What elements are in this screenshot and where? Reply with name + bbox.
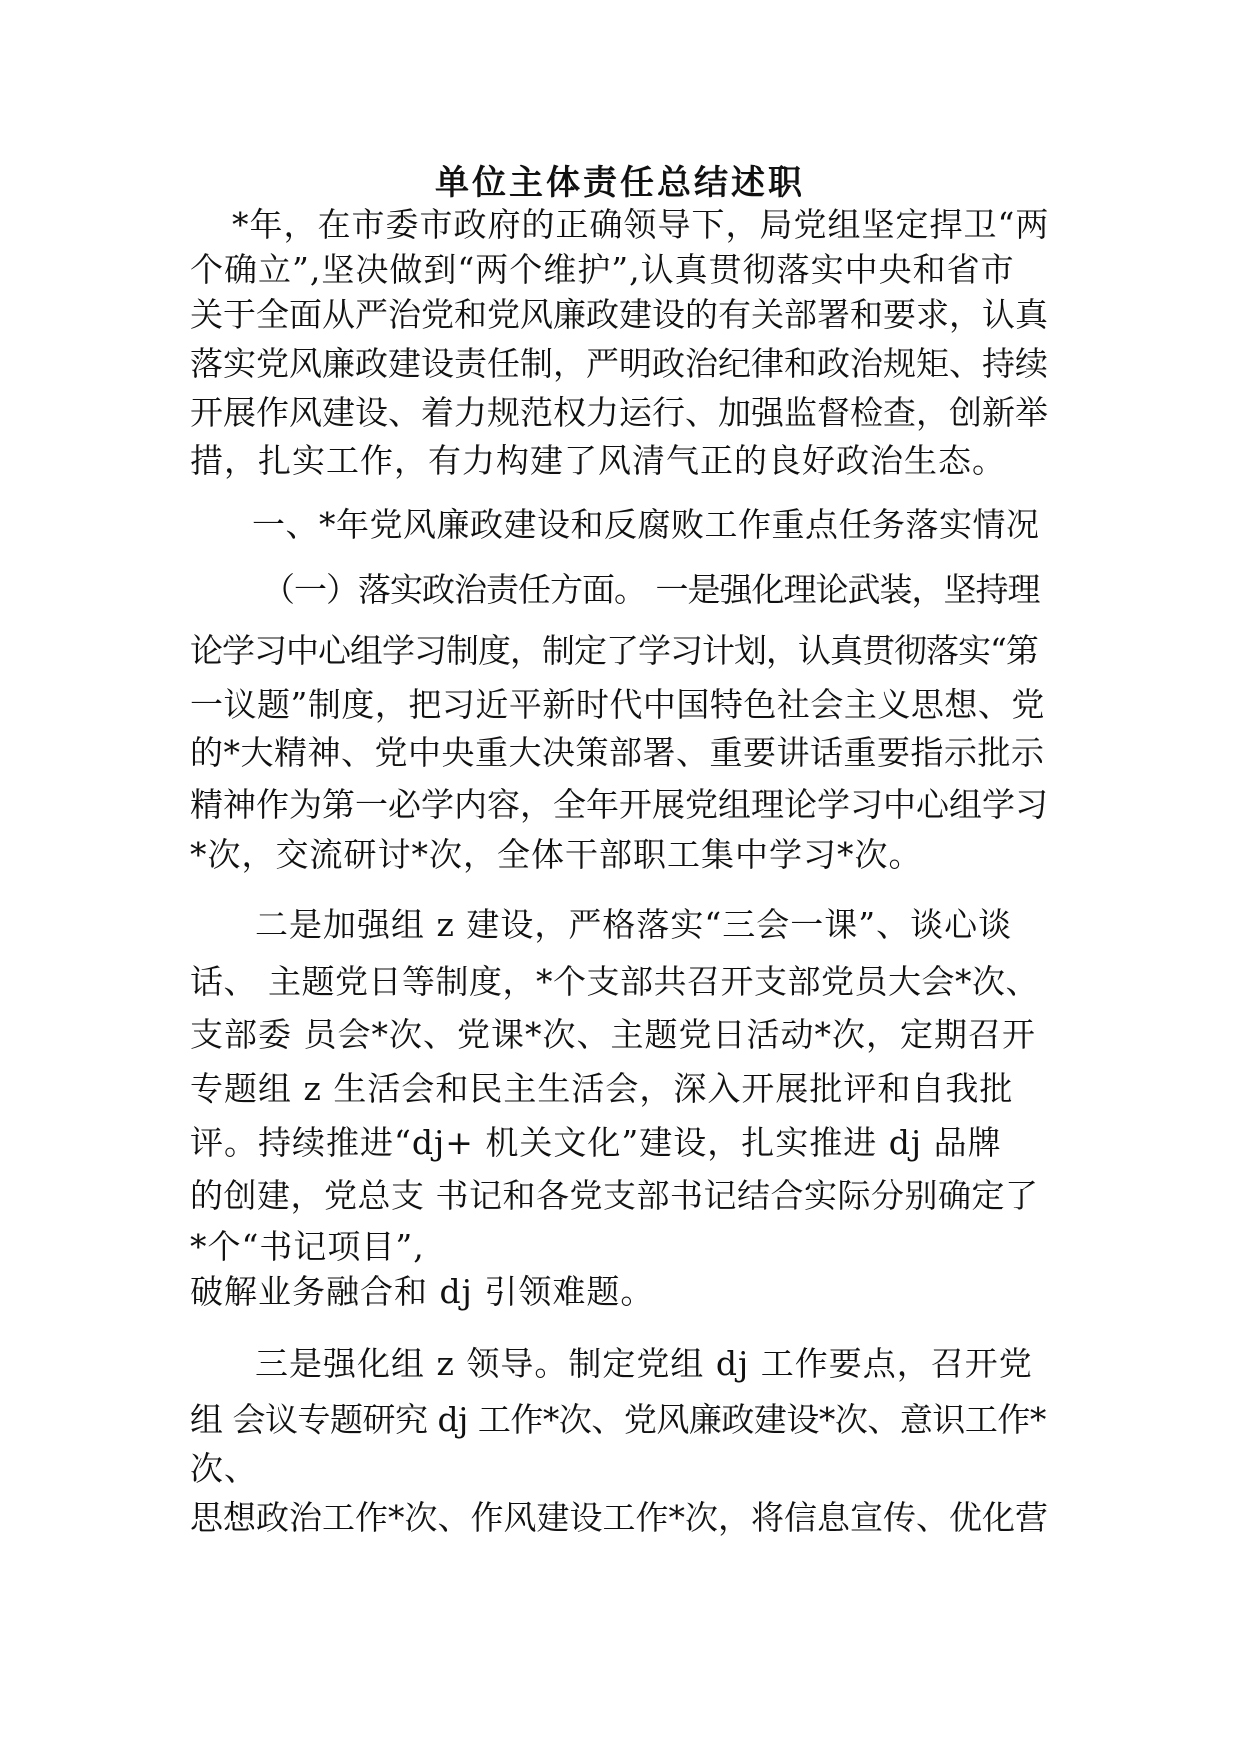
text-line: 支部委 员会*次、党课*次、主题党日活动*次，定期召开 [190,1015,1036,1054]
text-line: 开展作风建设、着力规范权力运行、加强监督检查，创新举 [190,393,1048,432]
text-line: 的创建，党总支 书记和各党支部书记结合实际分别确定了 [190,1176,1039,1215]
text-line: 落实党风廉政建设责任制，严明政治纪律和政治规矩、持续 [190,344,1048,383]
text-line: 思想政治工作*次、作风建设工作*次，将信息宣传、优化营 [190,1498,1048,1537]
section-heading: 一、*年党风廉政建设和反腐败工作重点任务落实情况 [252,505,1040,544]
text-line: *年，在市委市政府的正确领导下，局党组坚定捍卫“两 [232,205,1050,244]
text-line: 关于全面从严治党和党风廉政建设的有关部署和要求，认真 [190,295,1048,334]
text-line: 个确立”,坚决做到“两个维护”,认真贯彻落实中央和省市 [190,250,1015,289]
text-line: 破解业务融合和 dj 引领难题。 [190,1272,655,1311]
text-line: 次、 [190,1449,258,1488]
text-line: 三是强化组 z 领导。制定党组 dj 工作要点，召开党 [255,1344,1033,1383]
text-line: （一）落实政治责任方面。 一是强化理论武装，坚持理 [262,570,1040,609]
text-line: 二是加强组 z 建设，严格落实“三会一课”、谈心谈 [255,905,1013,944]
text-line: 措，扎实工作，有力构建了风清气正的良好政治生态。 [190,441,1006,480]
text-line: 话、 主题党日等制度，*个支部共召开支部党员大会*次、 [190,962,1039,1001]
text-line: 精神作为第一必学内容，全年开展党组理论学习中心组学习 [190,785,1048,824]
text-line: 的*大精神、党中央重大决策部署、重要讲话重要指示批示 [190,733,1045,772]
text-line: *个“书记项目”, [190,1227,425,1266]
text-line: 评。持续推进“dj+ 机关文化”建设，扎实推进 dj 品牌 [190,1123,1002,1162]
text-line: *次，交流研讨*次，全体干部职工集中学习*次。 [190,835,923,874]
text-line: 专题组 z 生活会和民主生活会，深入开展批评和自我批 [190,1069,1014,1108]
text-line: 论学习中心组学习制度，制定了学习计划，认真贯彻落实“第 [190,631,1038,670]
text-line: 一议题”制度，把习近平新时代中国特色社会主义思想、党 [190,685,1045,724]
text-line: 组 会议专题研究 dj 工作*次、党风廉政建设*次、意识工作* [190,1400,1046,1439]
document-title: 单位主体责任总结述职 [435,163,805,203]
